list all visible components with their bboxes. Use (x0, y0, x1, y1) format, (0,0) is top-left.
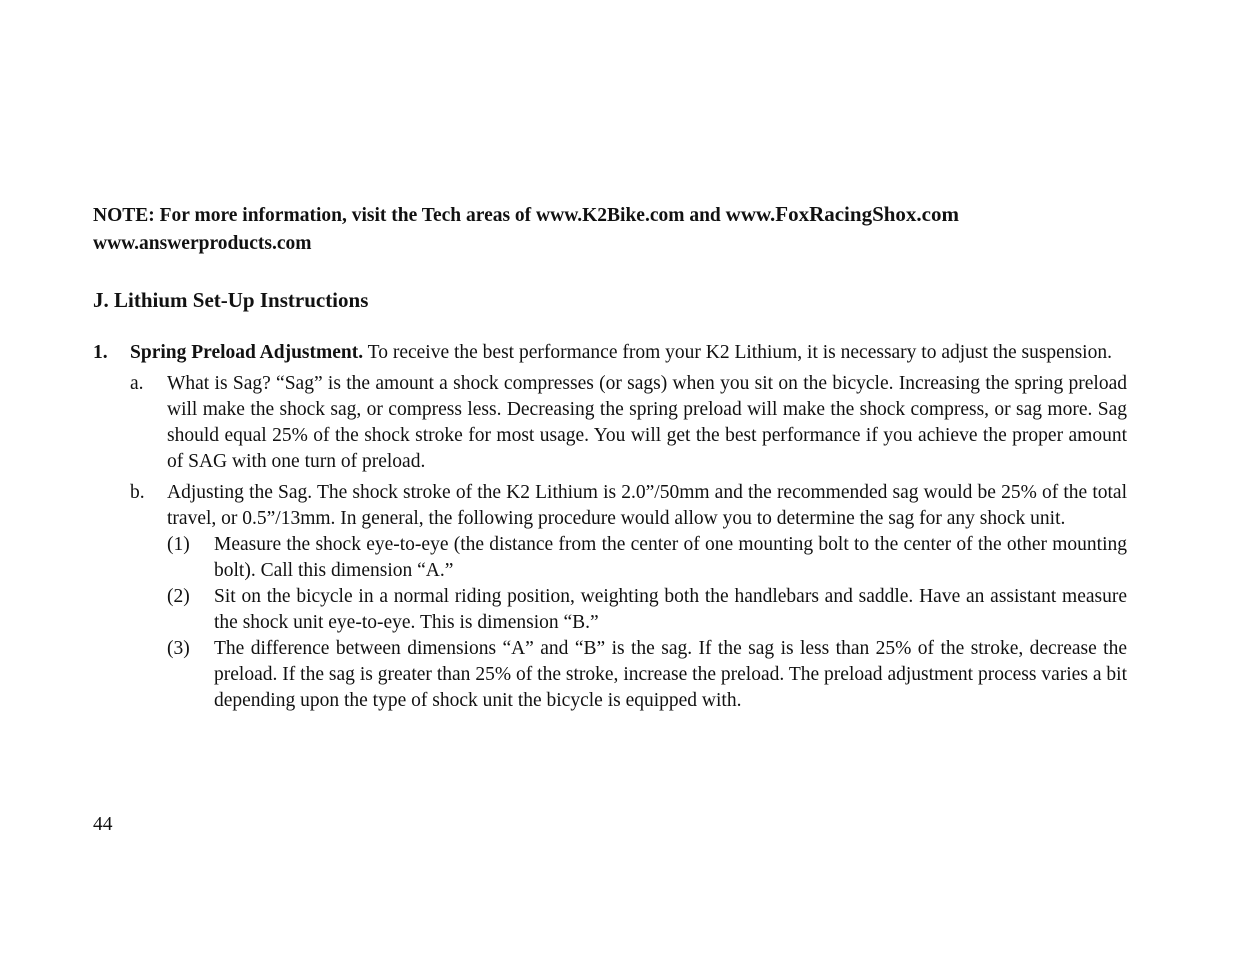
note-paragraph (93, 200, 1127, 258)
sub-item-a (130, 371, 1127, 475)
step-1-marker: (1) (167, 534, 190, 555)
fox-racing-shox-url: www.FoxRacingShox.com (725, 202, 959, 226)
sub-item-b-marker: b. (130, 482, 145, 503)
page-number: 44 (93, 814, 113, 835)
sub-item-b-text: Adjusting the Sag. The shock stroke of the K2 Lithium is 2.0”/50mm and the recommended sag would be 25% of the total travel, or 0.5”/13mm. In general, the following procedure would allow you to determine the sag for any shock unit. (167, 482, 1127, 529)
sub-item-b (130, 480, 1127, 714)
step-1 (167, 532, 1127, 584)
document-page (93, 200, 1127, 714)
step-3-marker: (3) (167, 638, 190, 659)
sub-item-a-text: What is Sag? “Sag” is the amount a shock compresses (or sags) when you sit on the bicycle. Increasing the spring preload will make the shock sag, or compress less. Decreasing the spring preload will make the shock compress, or sag more. Sag should equal 25% of the shock stroke for most usage. You will get the best performance if you achieve the proper amount of SAG with one turn of preload. (167, 373, 1127, 472)
list-item-1-text: To receive the best performance from your K2 Lithium, it is necessary to adjust the suspension. (363, 342, 1112, 363)
step-1-text: Measure the shock eye-to-eye (the distance from the center of one mounting bolt to the center of the other mounting bolt). Call this dimension “A.” (214, 534, 1127, 581)
sub-item-a-marker: a. (130, 373, 144, 394)
step-2 (167, 584, 1127, 636)
step-2-text: Sit on the bicycle in a normal riding position, weighting both the handlebars and saddle. Have an assistant measure the shock unit eye-to-eye. This is dimension “B.” (214, 586, 1127, 633)
step-3 (167, 636, 1127, 714)
note-text: NOTE: For more information, visit the Tech areas of www.K2Bike.com and (93, 205, 726, 226)
step-2-marker: (2) (167, 586, 190, 607)
list-item-1-lead: Spring Preload Adjustment. (130, 342, 364, 363)
step-3-text: The difference between dimensions “A” and “B” is the sag. If the sag is less than 25% of the stroke, decrease the preload. If the sag is greater than 25% of the stroke, increase the preload. The preload adjustment process varies a bit depending upon the type of shock unit the bicycle is equipped with. (214, 638, 1127, 711)
list-item-1-number: 1. (93, 342, 108, 363)
answer-products-url: www.answerproducts.com (93, 233, 312, 254)
section-title: J. Lithium Set-Up Instructions (93, 288, 369, 312)
list-item-1 (93, 340, 1127, 714)
